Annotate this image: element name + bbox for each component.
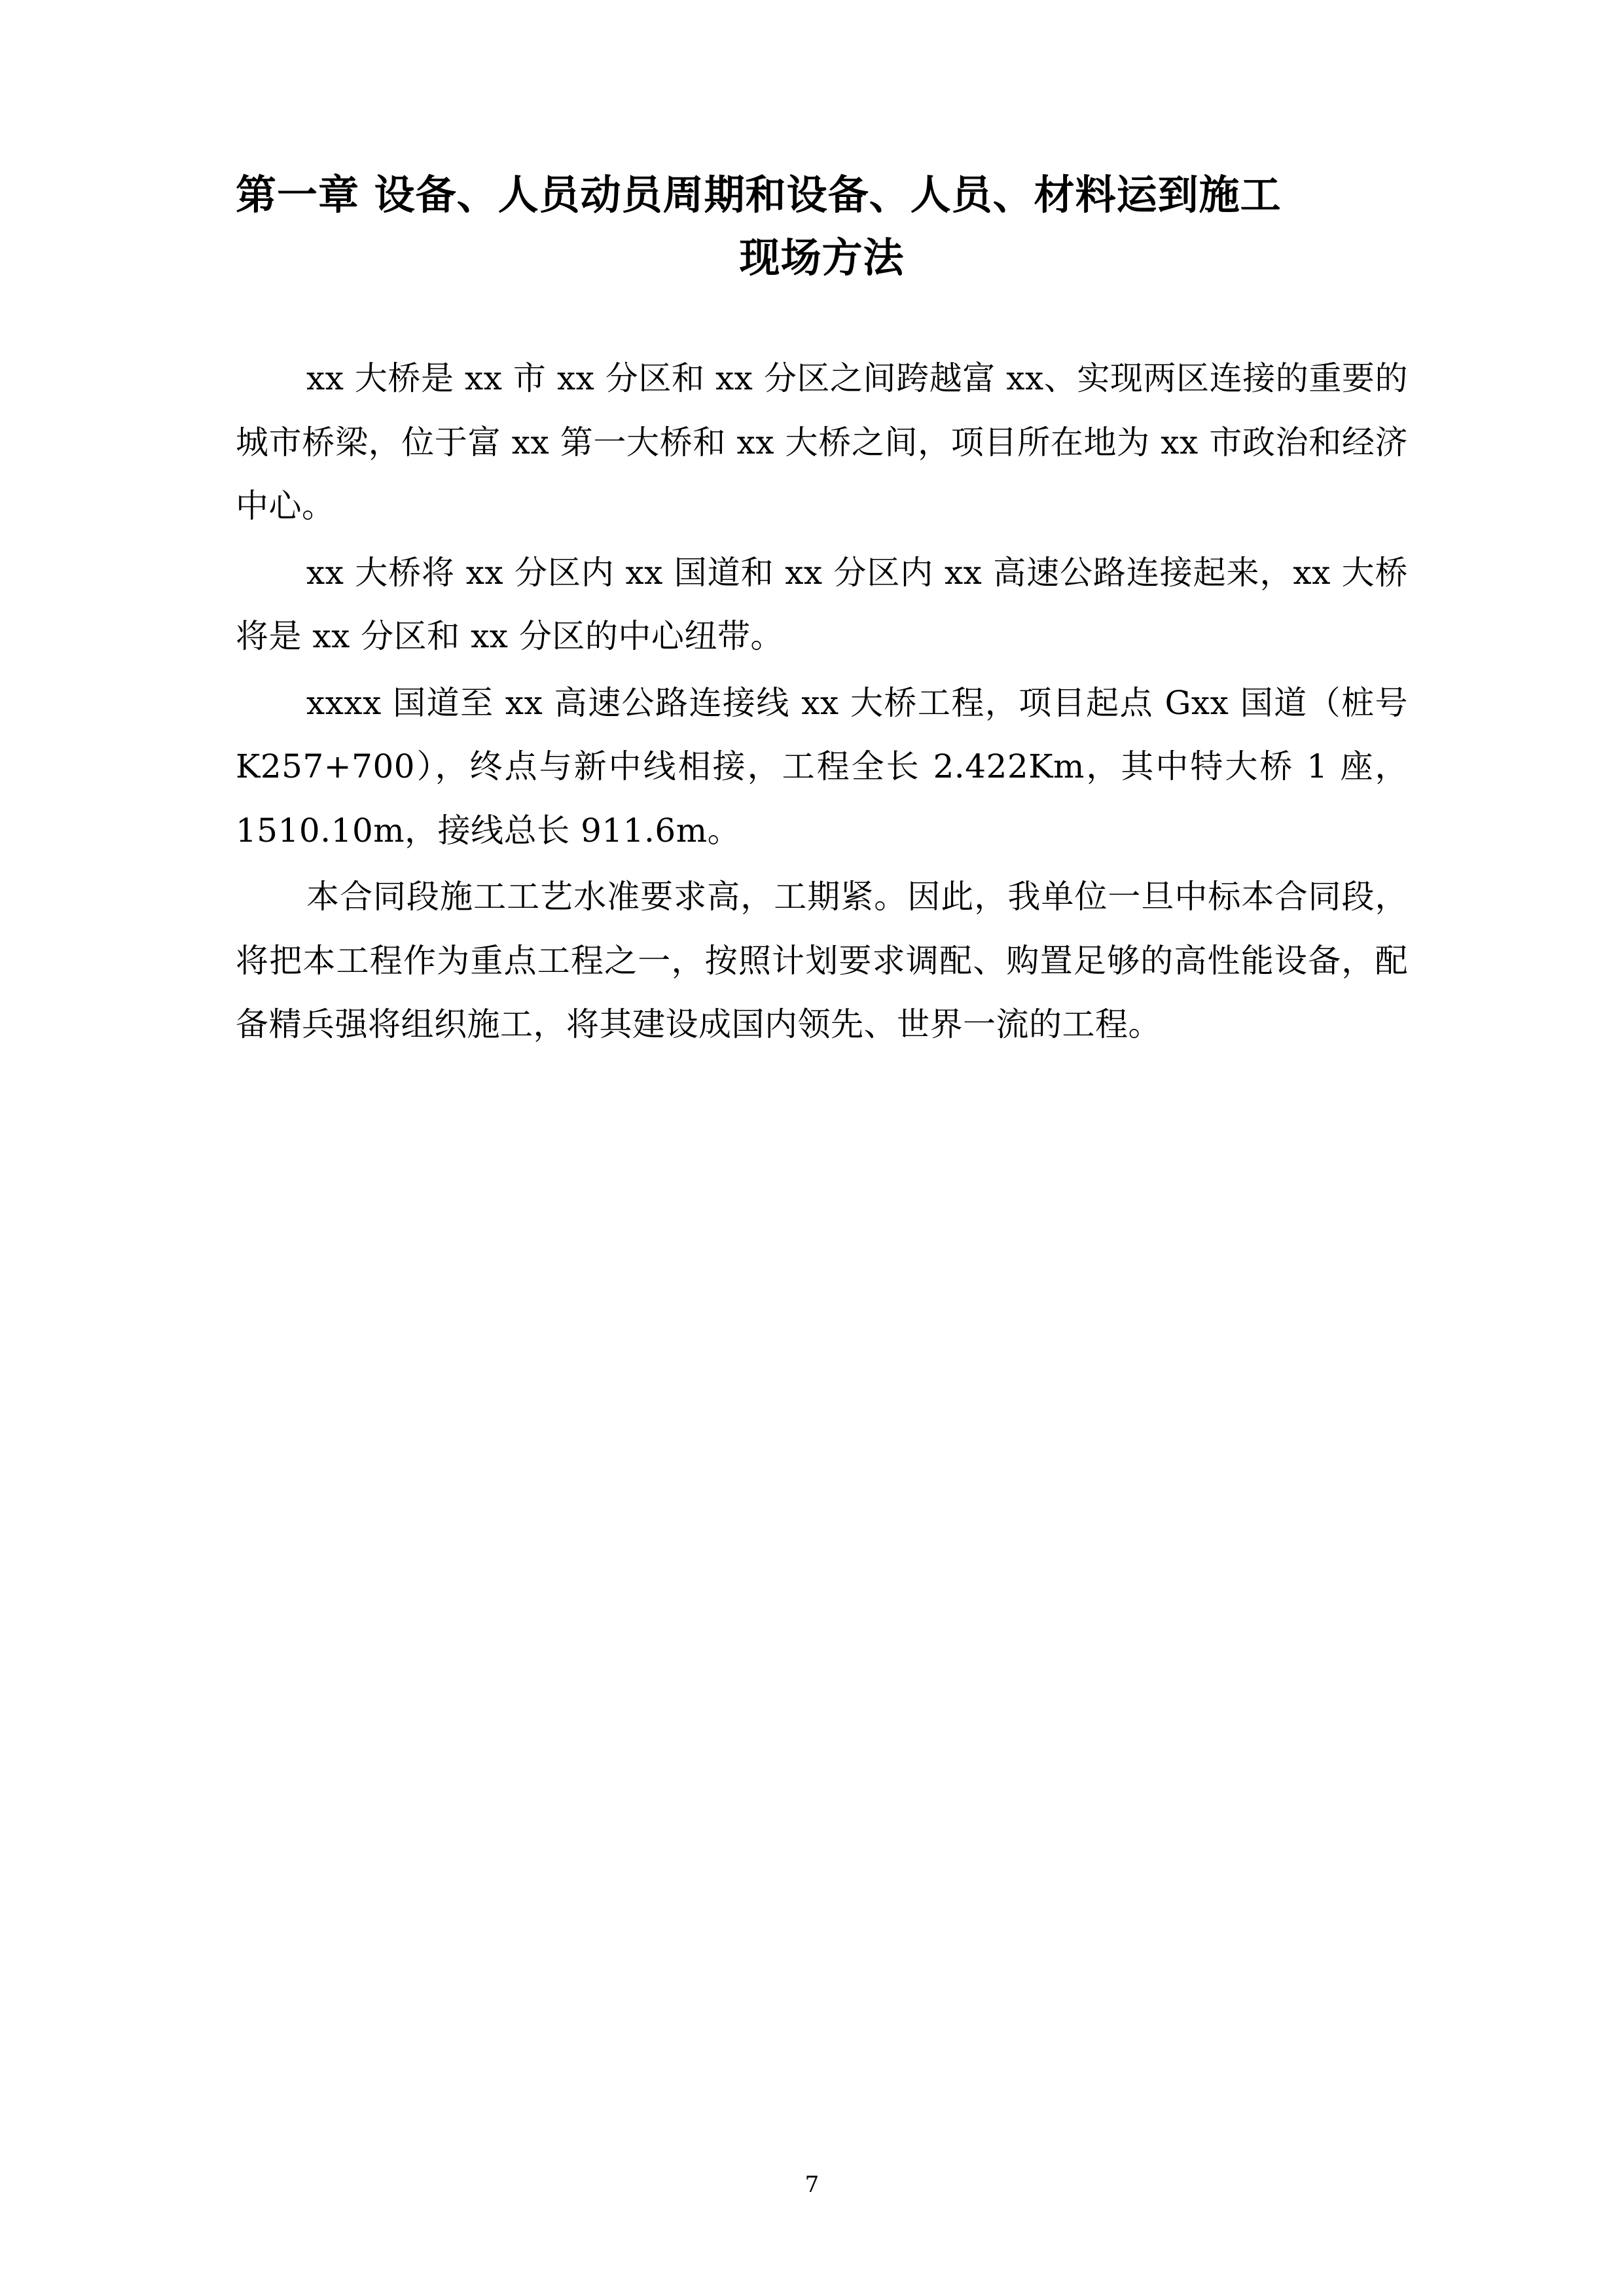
page-title-line-2: 现场方法 — [739, 234, 905, 282]
body-paragraph-1: xx 大桥是 xx 市 xx 分区和 xx 分区之间跨越富 xx、实现两区连接的重要的城市桥梁，位于富 xx 第一大桥和 xx 大桥之间，项目所在地为 xx 市政治和经济中心。 — [236, 359, 1408, 526]
body-paragraph-2: xx 大桥将 xx 分区内 xx 国道和 xx 分区内 xx 高速公路连接起来，xx 大桥将是 xx 分区和 xx 分区的中心纽带。 — [236, 553, 1408, 656]
body-paragraph-3: xxxx 国道至 xx 高速公路连接线 xx 大桥工程，项目起点 Gxx 国道（桩号 K257+700），终点与新中线相接，工程全长 2.422Km，其中特大桥 1 座，1510.10m，接线总长 911.6m。 — [236, 683, 1408, 850]
page-title — [236, 164, 1408, 289]
page-title-line-1: 第一章 设备、人员动员周期和设备、人员、材料运到施工 — [236, 171, 1282, 219]
page-number: 7 — [804, 2172, 820, 2198]
body-paragraph-4: 本合同段施工工艺水准要求高，工期紧。因此，我单位一旦中标本合同段，将把本工程作为重点工程之一，按照计划要求调配、购置足够的高性能设备，配备精兵强将组织施工，将其建设成国内领先、世界一流的工程。 — [236, 878, 1408, 1044]
